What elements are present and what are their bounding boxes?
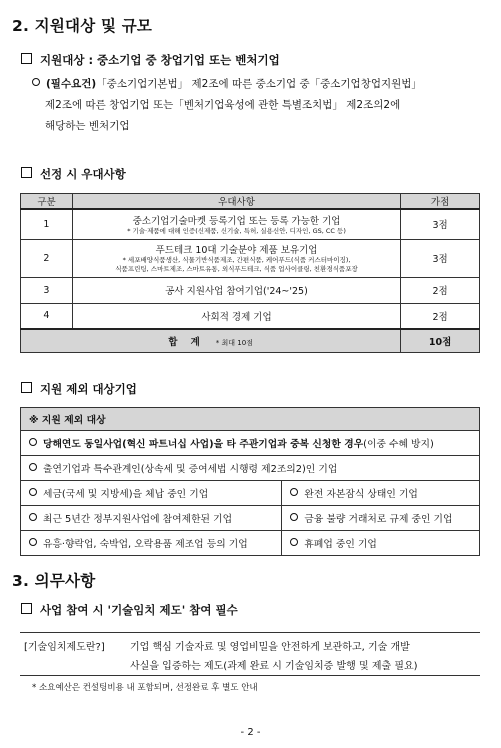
exclusion-item [282, 481, 480, 506]
table-row [21, 277, 480, 303]
exclusion-item-text: 세금(국세 및 지방세)을 체납 중인 기업 [43, 489, 209, 500]
square-bullet-icon [21, 167, 32, 178]
exclusion-item [282, 531, 480, 556]
total-row [21, 329, 480, 353]
table-row [21, 431, 480, 456]
total-score: 10점 [401, 329, 480, 353]
row-sub-text: * 기술·제품에 대해 인증(신제품, 신기술, 특허, 실용신안, 디자인, GS, CC 등) [127, 226, 346, 235]
row-number: 3 [21, 277, 73, 303]
row-preference [72, 209, 400, 239]
exclusion-item [21, 456, 480, 481]
circle-bullet-icon [29, 488, 37, 496]
exclusion-heading [21, 381, 137, 397]
requirement-paragraph [32, 74, 492, 137]
square-bullet-icon [21, 603, 32, 614]
exclusion-item [21, 506, 282, 531]
obligation-heading-text: 사업 참여 시 '기술임치 제도' 참여 필수 [40, 603, 238, 617]
circle-bullet-icon [29, 438, 37, 446]
row-score: 2점 [401, 303, 480, 329]
preference-heading-text: 선정 시 우대사항 [40, 167, 126, 181]
row-number: 2 [21, 239, 73, 277]
table-row [21, 506, 480, 531]
exclusion-table-head: ※ 지원 제외 대상 [21, 408, 480, 431]
exclusion-item [21, 531, 282, 556]
target-heading-text: 지원대상 : 중소기업 중 창업기업 또는 벤처기업 [40, 53, 280, 67]
table-row [21, 531, 480, 556]
circle-bullet-icon [29, 538, 37, 546]
requirement-line-1 [32, 74, 492, 95]
exclusion-item-bold: 당해연도 동일사업(혁신 파트너십 사업)을 타 주관기업과 중복 신청한 경우 [43, 439, 364, 450]
budget-footnote: * 소요예산은 컨설팅비용 내 포함되며, 선정완료 후 별도 안내 [32, 683, 258, 693]
circle-bullet-icon [290, 488, 298, 496]
exclusion-item-rest: (이중 수혜 방지) [363, 439, 434, 450]
exclusion-item-text: 완전 자본잠식 상태인 기업 [304, 489, 418, 500]
exclusion-item-text: 유흥·향락업, 숙박업, 오락용품 제조업 등의 기업 [43, 539, 248, 550]
row-sub-text-2: 식품프린팅, 스마트제조, 스마트유통, 외식푸드테크, 식품 업사이클링, 친환경식품포장 [115, 265, 358, 273]
exclusion-item [282, 506, 480, 531]
escrow-definition-line-1: 기업 핵심 기술자료 및 영업비밀을 안전하게 보관하고, 기술 개발 [130, 642, 410, 653]
target-heading [21, 52, 280, 68]
requirement-line-2: 제2조에 따른 창업기업 또는「벤처기업육성에 관한 특별조치법」 제2조의2에 [45, 99, 401, 111]
row-preference [72, 239, 400, 277]
row-score: 2점 [401, 277, 480, 303]
total-label: 합 계 [168, 337, 200, 348]
exclusion-table [20, 407, 480, 556]
exclusion-item-text: 금융 불량 거래처로 규제 중인 기업 [304, 514, 453, 525]
row-preference: 공사 지원사업 참여기업('24~'25) [72, 277, 400, 303]
circle-bullet-icon [290, 513, 298, 521]
col-header-category: 구분 [21, 194, 73, 210]
escrow-definition-line-2: 사실을 입증하는 제도(과제 완료 시 기술임치증 발행 및 제출 필요) [130, 661, 418, 672]
table-row [21, 303, 480, 329]
square-bullet-icon [21, 53, 32, 64]
col-header-score: 가점 [401, 194, 480, 210]
row-main-text: 중소기업기술마켓 등록기업 또는 등록 가능한 기업 [132, 215, 341, 227]
requirement-prefix: (필수요건) [46, 78, 97, 90]
row-sub-text: * 세포배양식품생산, 식물기반식품제조, 간편식품, 케어푸드(식품 커스터마이징), [122, 256, 351, 264]
circle-bullet-icon [29, 463, 37, 471]
col-header-preference: 우대사항 [72, 194, 400, 210]
circle-bullet-icon [32, 78, 40, 86]
circle-bullet-icon [29, 513, 37, 521]
row-preference: 사회적 경제 기업 [72, 303, 400, 329]
exclusion-item [21, 431, 480, 456]
escrow-definition-box [20, 632, 480, 676]
row-main-text: 푸드테크 10대 기술분야 제품 보유기업 [155, 245, 318, 256]
square-bullet-icon [21, 382, 32, 393]
table-row [21, 481, 480, 506]
obligation-heading [21, 602, 238, 618]
row-number: 1 [21, 209, 73, 239]
total-label-cell [21, 329, 401, 353]
section-3-title: 3. 의무사항 [12, 572, 96, 590]
preference-table [20, 193, 480, 353]
escrow-definition-label: [기술임치제도란?] [24, 642, 105, 653]
requirement-line-1-text: 「중소기업기본법」 제2조에 따른 중소기업 중「중소기업창업지원법」 [96, 78, 422, 90]
total-note: * 최대 10점 [215, 339, 253, 347]
section-2-title: 2. 지원대상 및 규모 [12, 17, 153, 35]
exclusion-heading-text: 지원 제외 대상기업 [40, 382, 137, 396]
exclusion-item-text: 휴폐업 중인 기업 [304, 539, 377, 550]
preference-heading [21, 166, 126, 182]
page-number: - 2 - [240, 727, 261, 738]
circle-bullet-icon [290, 538, 298, 546]
table-header-row [21, 194, 480, 210]
row-score: 3점 [401, 209, 480, 239]
row-number: 4 [21, 303, 73, 329]
table-row [21, 456, 480, 481]
exclusion-item-text: 출연기업과 특수관계인(상속세 및 증여세법 시행령 제2조의2)인 기업 [43, 464, 338, 475]
exclusion-item-text: 최근 5년간 정부지원사업에 참여제한된 기업 [43, 514, 233, 525]
table-row [21, 209, 480, 239]
requirement-line-3: 해당하는 벤처기업 [45, 120, 130, 132]
row-score: 3점 [401, 239, 480, 277]
exclusion-item [21, 481, 282, 506]
table-row [21, 239, 480, 277]
